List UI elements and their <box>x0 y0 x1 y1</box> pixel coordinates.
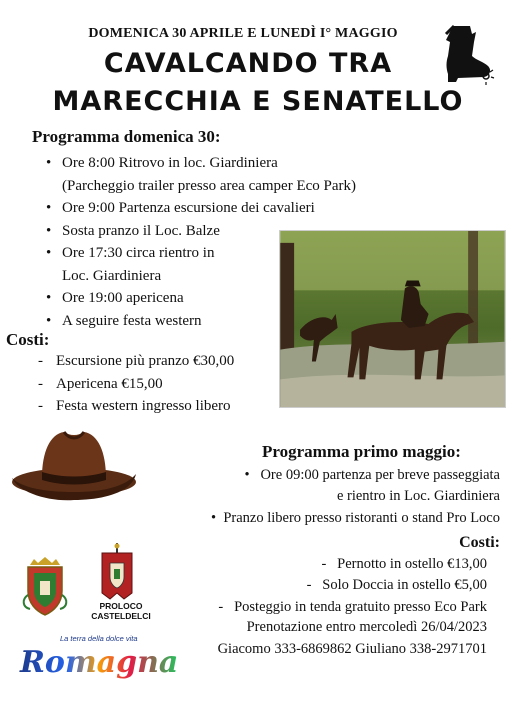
sunday-costs-title: Costi: <box>6 330 50 349</box>
list-item-text: Posteggio in tenda gratuito presso Eco Park <box>234 598 487 615</box>
list-item: • A seguire festa western <box>34 310 394 333</box>
list-item <box>34 175 394 198</box>
cowboy-boot-icon <box>436 22 494 86</box>
proloco-line-1: PROLOCO <box>99 601 143 611</box>
proloco-line-2: CASTELDELCI <box>91 611 151 621</box>
title-line-2: MARECCHIA E SENATELLO <box>52 86 464 117</box>
cowboy-hat-icon <box>8 412 140 508</box>
list-item: • Pranzo libero presso ristoranti o stand Pro Loco <box>211 509 500 526</box>
list-item-continuation: (Parcheggio trailer presso area camper Eco Park) <box>62 177 357 194</box>
list-item-text: Pernotto in ostello €13,00 <box>337 556 487 572</box>
list-item: • Sosta pranzo il Loc. Balze <box>34 220 394 243</box>
list-item: - Pernotto in ostello €13,00 <box>321 556 487 572</box>
list-item: - Festa western ingresso libero <box>34 395 294 418</box>
proloco-banner-icon <box>98 543 136 605</box>
horse-rider-photo <box>279 230 506 408</box>
list-item: • Ore 09:00 partenza per breve passeggiata <box>244 467 500 483</box>
list-item: • Ore 19:00 apericena <box>34 287 394 310</box>
list-item-text: Ore 09:00 partenza per breve passeggiata <box>260 467 500 483</box>
contact-phones: Giacomo 333-6869862 Giuliano 338-2971701 <box>217 641 487 657</box>
list-item: • Ore 9:00 Partenza escursione dei cavalieri <box>34 197 394 220</box>
romagna-tagline: La terra della dolce vita <box>60 634 138 643</box>
list-item: - Escursione più pranzo €30,00 <box>34 350 294 373</box>
municipal-crest-icon <box>20 555 70 617</box>
romagna-logo-icon <box>18 640 179 685</box>
list-item-continuation: e rientro in Loc. Giardiniera <box>336 488 500 505</box>
sunday-costs-list <box>34 350 294 418</box>
booking-deadline: Prenotazione entro mercoledì 26/04/2023 <box>246 619 487 635</box>
romagna-wordmark: Romagna <box>20 645 179 680</box>
monday-costs-title: Costi: <box>459 534 500 551</box>
list-item <box>170 486 500 507</box>
sunday-program-title: Programma domenica 30: <box>32 127 221 146</box>
list-item: - Solo Doccia in ostello €5,00 <box>306 577 487 594</box>
list-item: - Posteggio in tenda gratuito presso Eco Park <box>218 598 487 615</box>
monday-program-list <box>170 465 500 529</box>
list-item-text: Pranzo libero presso ristoranti o stand Pro Loco <box>223 509 500 526</box>
title-line-1: CAVALCANDO TRA <box>103 48 393 79</box>
list-item: • Ore 8:00 Ritrovo in loc. Giardiniera <box>34 152 394 175</box>
list-item: - Apericena €15,00 <box>34 373 294 396</box>
list-item: • Ore 17:30 circa rientro in <box>34 242 394 265</box>
monday-costs-list <box>150 554 487 618</box>
proloco-label <box>82 601 160 621</box>
list-item-continuation: Loc. Giardiniera <box>62 267 162 284</box>
monday-program-title: Programma primo maggio: <box>262 442 461 461</box>
list-item-text: Solo Doccia in ostello €5,00 <box>322 577 487 594</box>
event-date-line: DOMENICA 30 APRILE E LUNEDÌ I° MAGGIO <box>88 26 398 41</box>
